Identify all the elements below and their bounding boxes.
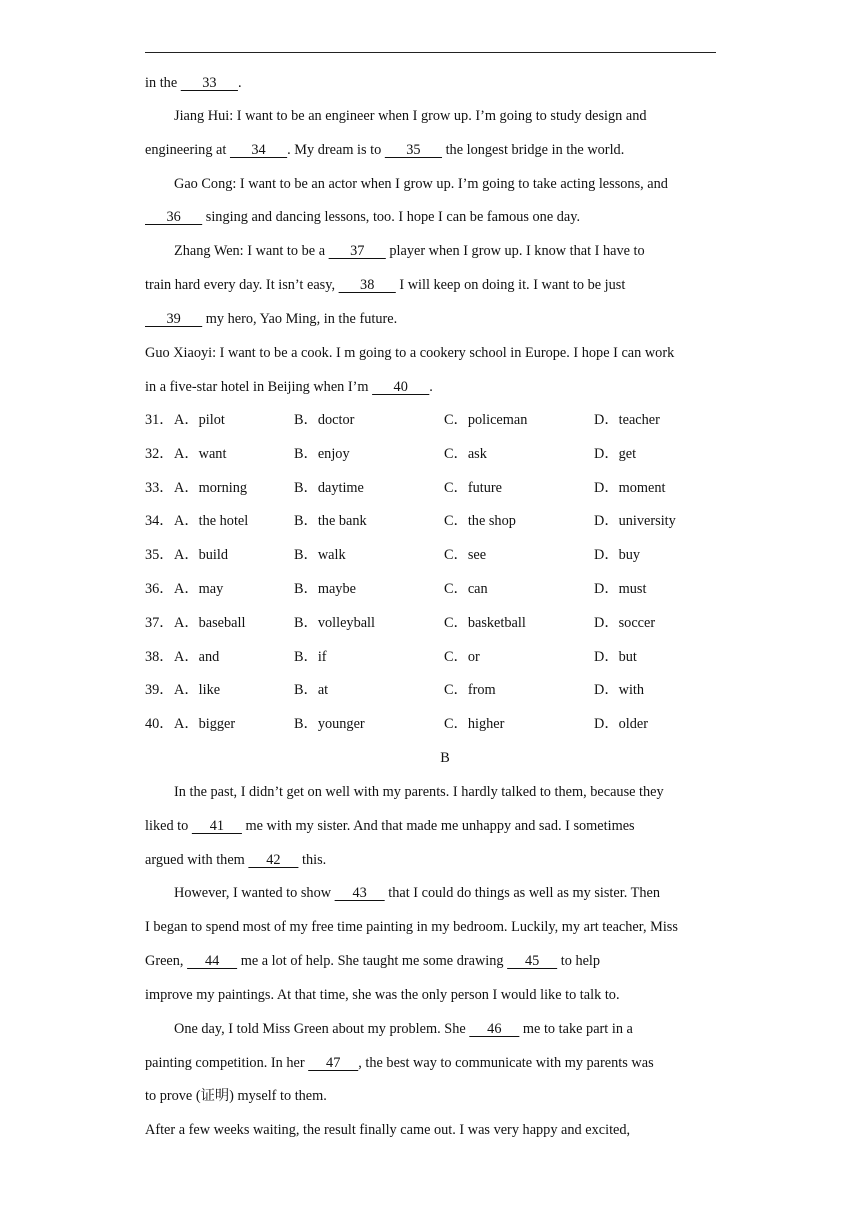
- option-a: A．morning: [174, 480, 248, 496]
- text-run: , the best way to communicate with my parents was: [358, 1055, 654, 1071]
- text-run: singing and dancing lessons, too. I hope I can be famous one day.: [202, 209, 581, 225]
- text-run: in a five-star hotel in Beijing when I’m: [145, 379, 373, 395]
- option-b: B．if: [294, 649, 327, 665]
- text-run: engineering at: [145, 142, 230, 158]
- passage-b-line: [145, 1053, 654, 1073]
- option-c: C．future: [444, 480, 502, 496]
- text-run: player when I grow up. I know that I have to: [385, 243, 645, 259]
- text-run: my hero, Yao Ming, in the future.: [202, 311, 398, 327]
- text-run: I will keep on doing it. I want to be just: [395, 277, 626, 293]
- passage-b-line: to prove (证明) myself to them.: [145, 1088, 327, 1104]
- blank-42: 42: [248, 852, 299, 868]
- question-number: 37．: [145, 615, 174, 631]
- option-d: D．get: [594, 446, 637, 462]
- blank-35: 35: [384, 142, 443, 158]
- option-a: A．the hotel: [174, 513, 249, 529]
- text-run: that I could do things as well as my sister. Then: [384, 885, 660, 901]
- passage-b-line: [145, 951, 600, 971]
- text-run: to help: [557, 953, 601, 969]
- option-b: B．younger: [294, 716, 365, 732]
- blank-36: 36: [145, 209, 203, 225]
- text-run: painting competition. In her: [145, 1055, 309, 1071]
- passage-a-line: [145, 140, 624, 160]
- option-c: C．basketball: [444, 615, 526, 631]
- option-a: A．like: [174, 682, 221, 698]
- option-c: C．higher: [444, 716, 505, 732]
- passage-b-line: After a few weeks waiting, the result finally came out. I was very happy and excited,: [145, 1122, 631, 1138]
- passage-b-line: [145, 850, 326, 870]
- text-run: me with my sister. And that made me unhappy and sad. I sometimes: [241, 818, 635, 834]
- option-a: A．baseball: [174, 615, 246, 631]
- blank-40: 40: [372, 379, 430, 395]
- option-a: A．pilot: [174, 412, 225, 428]
- text-run: .: [237, 75, 242, 91]
- option-a: A．want: [174, 446, 227, 462]
- option-a: A．and: [174, 649, 220, 665]
- blank-33: 33: [180, 75, 238, 91]
- text-run: me a lot of help. She taught me some drawing: [237, 953, 508, 969]
- option-d: D．buy: [594, 547, 641, 563]
- question-number: 39．: [145, 682, 174, 698]
- text-run: . My dream is to: [287, 142, 385, 158]
- question-number: 33．: [145, 480, 174, 496]
- text-run: However, I wanted to show: [174, 885, 335, 901]
- passage-b-line: [145, 816, 635, 836]
- option-b: B．walk: [294, 547, 346, 563]
- blank-39: 39: [145, 311, 203, 327]
- question-number: 35．: [145, 547, 174, 563]
- option-b: B．daytime: [294, 480, 364, 496]
- option-b: B．at: [294, 682, 329, 698]
- section-heading: B: [440, 750, 450, 766]
- option-d: D．but: [594, 649, 637, 665]
- passage-b-line: I began to spend most of my free time painting in my bedroom. Luckily, my art teacher, Miss: [145, 919, 678, 935]
- option-a: A．bigger: [174, 716, 236, 732]
- text-run: in the: [145, 75, 181, 91]
- passage-b-line: improve my paintings. At that time, she was the only person I would like to talk to.: [145, 987, 620, 1003]
- question-number: 38．: [145, 649, 174, 665]
- text-run: Green,: [145, 953, 188, 969]
- option-d: D．must: [594, 581, 647, 597]
- text-run: train hard every day. It isn’t easy,: [145, 277, 339, 293]
- option-c: C．from: [444, 682, 496, 698]
- option-b: B．the bank: [294, 513, 367, 529]
- passage-a-line: [145, 275, 625, 295]
- text-run: .: [429, 379, 433, 395]
- passage-a-line: [174, 241, 645, 261]
- option-c: C．or: [444, 649, 480, 665]
- text-run: argued with them: [145, 852, 249, 868]
- question-number: 31．: [145, 412, 174, 428]
- text-run: Zhang Wen: I want to be a: [174, 243, 329, 259]
- option-b: B．doctor: [294, 412, 355, 428]
- blank-38: 38: [338, 277, 396, 293]
- option-c: C．can: [444, 581, 488, 597]
- option-d: D．university: [594, 513, 676, 529]
- blank-43: 43: [334, 885, 385, 901]
- blank-46: 46: [469, 1021, 520, 1037]
- option-c: C．see: [444, 547, 487, 563]
- option-d: D．moment: [594, 480, 666, 496]
- option-a: A．build: [174, 547, 229, 563]
- passage-a-line: [145, 377, 433, 397]
- option-c: C．policeman: [444, 412, 528, 428]
- question-number: 40．: [145, 716, 174, 732]
- passage-a-line: Guo Xiaoyi: I want to be a cook. I m going to a cookery school in Europe. I hope I can work: [145, 345, 675, 361]
- question-number: 34．: [145, 513, 174, 529]
- option-a: A．may: [174, 581, 224, 597]
- passage-a-line: Jiang Hui: I want to be an engineer when I grow up. I’m going to study design and: [174, 108, 647, 124]
- blank-45: 45: [507, 953, 558, 969]
- text-run: One day, I told Miss Green about my problem. She: [174, 1021, 470, 1037]
- option-d: D．soccer: [594, 615, 656, 631]
- text-run: liked to: [145, 818, 192, 834]
- option-d: D．with: [594, 682, 645, 698]
- text-run: this.: [298, 852, 327, 868]
- blank-41: 41: [191, 818, 242, 834]
- text-run: me to take part in a: [519, 1021, 633, 1037]
- option-b: B．enjoy: [294, 446, 350, 462]
- question-number: 36．: [145, 581, 174, 597]
- passage-b-line: [174, 883, 660, 903]
- option-c: C．ask: [444, 446, 487, 462]
- text-run: the longest bridge in the world.: [442, 142, 625, 158]
- blank-44: 44: [187, 953, 238, 969]
- passage-a-line: [145, 73, 242, 93]
- option-b: B．maybe: [294, 581, 356, 597]
- option-d: D．teacher: [594, 412, 660, 428]
- passage-b-line: [174, 1019, 633, 1039]
- blank-47: 47: [308, 1055, 359, 1071]
- option-b: B．volleyball: [294, 615, 376, 631]
- passage-a-line: [145, 207, 580, 227]
- option-d: D．older: [594, 716, 648, 732]
- passage-a-line: [145, 309, 397, 329]
- blank-37: 37: [328, 243, 386, 259]
- question-number: 32．: [145, 446, 174, 462]
- blank-34: 34: [229, 142, 288, 158]
- passage-a-line: Gao Cong: I want to be an actor when I grow up. I’m going to take acting lessons, and: [174, 176, 668, 192]
- header-rule: [145, 52, 716, 53]
- option-c: C．the shop: [444, 513, 516, 529]
- passage-b-line: In the past, I didn’t get on well with my parents. I hardly talked to them, because they: [174, 784, 664, 800]
